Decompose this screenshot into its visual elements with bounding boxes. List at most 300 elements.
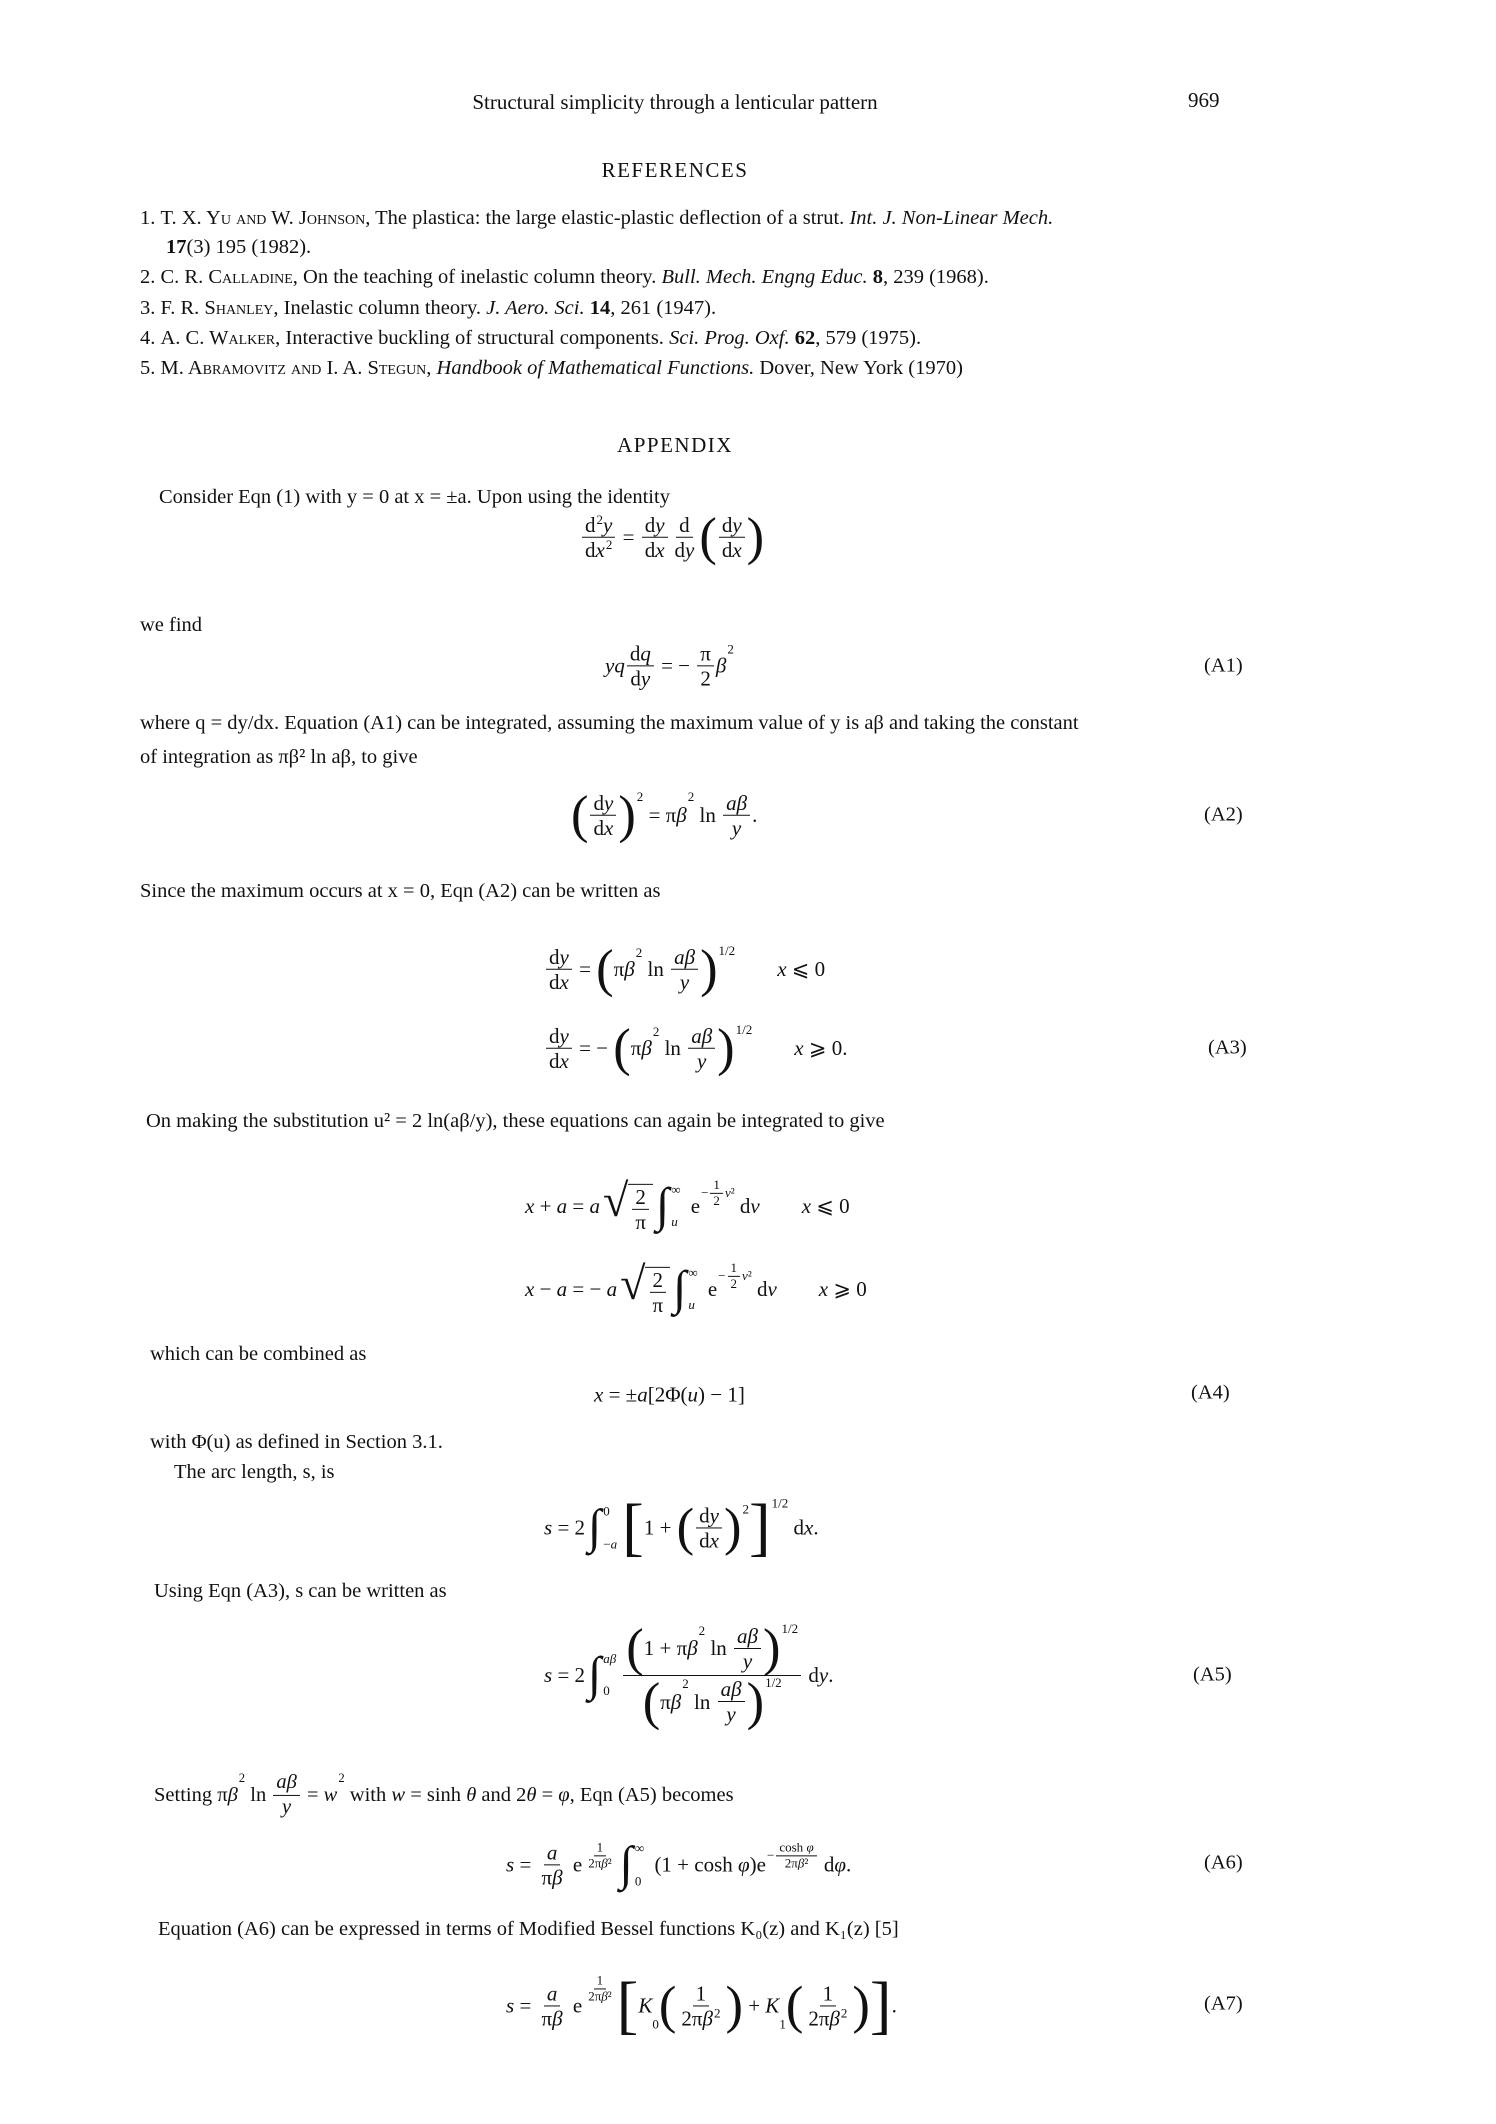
math-text: d <box>549 1023 560 1048</box>
paren-group <box>613 1018 753 1077</box>
math-text: 2 <box>338 1770 345 1785</box>
math-text: ln <box>245 1783 272 1806</box>
reference-authors: F. R. Shanley, <box>160 297 279 319</box>
math-variable: aβ <box>737 1623 758 1648</box>
left-delimiter: ( <box>658 1976 677 2035</box>
math-text: 1 <box>713 1176 720 1192</box>
math-variable: y <box>685 537 695 562</box>
math-text: = − <box>567 1276 607 1301</box>
lower-limit <box>603 1536 617 1552</box>
reference-item <box>140 266 989 289</box>
integral <box>673 1261 700 1315</box>
math-text: 1/2 <box>771 1495 789 1511</box>
math-text: = <box>573 956 597 981</box>
math-text: d <box>734 1193 751 1218</box>
math-text <box>777 1277 819 1302</box>
superscript <box>606 538 613 553</box>
math-variable: aβ <box>720 1677 742 1702</box>
math-text: − <box>766 1847 775 1863</box>
math-text: ² <box>804 1855 809 1871</box>
denominator <box>672 538 698 562</box>
math-text: = 2 <box>552 1515 586 1540</box>
math-variable: w <box>391 1783 406 1806</box>
math-text: ln <box>642 956 670 981</box>
fraction <box>632 1185 649 1234</box>
denominator <box>710 1194 723 1209</box>
equation-label-a2: (A2) <box>1204 803 1243 826</box>
math-variable: x <box>525 1193 535 1218</box>
math-variable: x <box>594 1382 604 1407</box>
group-content <box>614 944 700 993</box>
math-variable: a <box>637 1382 648 1407</box>
math-variable: β <box>552 1865 563 1890</box>
math-variable: x <box>595 537 605 562</box>
reference-details: (3) 195 (1982). <box>186 236 312 258</box>
math-text: . <box>828 1662 834 1687</box>
numerator <box>632 1185 649 1210</box>
denominator <box>696 1529 722 1553</box>
reference-title: Interactive buckling of structural components. <box>280 327 670 349</box>
group-content <box>643 1498 749 1557</box>
right-delimiter: ) <box>618 785 636 844</box>
numerator <box>734 1624 761 1649</box>
math-text: 2 <box>727 641 734 657</box>
math-variable: y <box>731 815 742 840</box>
numerator <box>594 1840 607 1856</box>
right-delimiter: ) <box>725 1976 743 2035</box>
equation-label-a7: (A7) <box>1204 1992 1243 2015</box>
group-content <box>803 1981 852 2030</box>
numerator <box>623 1619 801 1677</box>
equation-a4 <box>594 1383 745 1408</box>
math-variable: v <box>742 1268 748 1284</box>
math-text: ⩾ 0. <box>803 1035 848 1060</box>
paren-group <box>626 1619 799 1677</box>
group-content <box>660 1677 746 1726</box>
math-variable: u <box>687 1382 699 1407</box>
numerator <box>650 1268 667 1293</box>
math-text: 2 <box>652 1023 660 1039</box>
equation-label-a6: (A6) <box>1204 1851 1243 1874</box>
math-text: = <box>617 524 640 549</box>
superscript <box>841 2007 848 2022</box>
math-variable: β <box>641 1035 652 1060</box>
numerator <box>544 1981 561 2006</box>
denominator <box>539 1866 566 1890</box>
denominator <box>719 538 745 562</box>
denominator <box>546 970 572 994</box>
fraction <box>539 1840 566 1889</box>
left-delimiter: ( <box>642 1672 661 1731</box>
math-variable: β <box>227 1783 238 1806</box>
fraction <box>546 944 572 993</box>
math-text: 2π <box>588 1855 602 1871</box>
upper-limit <box>671 1182 680 1198</box>
math-text: ∞ <box>688 1264 698 1280</box>
reference-authors: C. R. Calladine, <box>160 266 298 288</box>
integral <box>619 1837 647 1891</box>
math-text: = <box>536 1783 559 1806</box>
math-text: d <box>629 641 641 666</box>
math-text: 2 <box>636 788 644 804</box>
left-delimiter: ( <box>596 939 614 998</box>
reference-volume: 8 <box>867 266 883 288</box>
group-content <box>694 1503 724 1552</box>
math-variable: aβ <box>726 790 748 815</box>
integral-limits <box>601 1504 619 1552</box>
math-text: Setting π <box>154 1783 228 1806</box>
math-text: [2Φ( <box>647 1382 688 1407</box>
math-text: + <box>742 1993 766 2018</box>
math-variable: K <box>638 1993 653 2018</box>
math-variable: a <box>546 1840 558 1865</box>
math-text: = <box>514 1993 537 2018</box>
reference-journal: Bull. Mech. Engng Educ. <box>661 266 868 288</box>
fraction <box>585 1840 614 1871</box>
math-text: = π <box>643 802 677 827</box>
denominator <box>697 667 714 691</box>
integral-limits <box>633 1841 646 1889</box>
math-variable: y <box>709 1503 719 1528</box>
math-variable: φ <box>558 1783 570 1806</box>
math-variable: a <box>556 1276 568 1301</box>
math-variable: s <box>506 1852 515 1877</box>
radicand <box>645 1267 670 1317</box>
paragraph: with Φ(u) as defined in Section 3.1. <box>150 1431 443 1453</box>
equation-a3-right <box>544 1018 848 1077</box>
math-text: . <box>891 1993 897 2018</box>
group-content <box>638 1976 870 2035</box>
math-variable: β <box>601 1988 608 2004</box>
paren-group <box>785 1976 870 2035</box>
paren-group <box>596 939 736 998</box>
math-variable: a <box>610 1536 618 1552</box>
math-variable: β <box>687 1636 698 1661</box>
paren-group <box>642 1672 782 1731</box>
math-text: ln <box>694 802 722 827</box>
math-variable: y <box>679 969 690 994</box>
math-text: ln <box>705 1636 733 1661</box>
reference-item <box>140 357 963 380</box>
superscript <box>767 1840 819 1871</box>
math-text: π <box>660 1689 671 1714</box>
reference-title: Inelastic column theory. <box>278 297 487 319</box>
math-text: and 2 <box>476 1783 527 1806</box>
math-text: 1 <box>596 1972 604 1988</box>
reference-title: On the teaching of inelastic column theory. <box>297 266 662 288</box>
paragraph: On making the substitution u² = 2 ln(aβ/y), these equations can again be integrated to give <box>146 1110 885 1132</box>
math-text: 0 <box>603 1683 610 1699</box>
math-variable: u <box>671 1214 678 1230</box>
math-text: d <box>585 512 596 537</box>
math-text: d <box>644 512 656 537</box>
math-variable: x <box>777 956 787 981</box>
superscript <box>719 943 736 959</box>
math-text: ⩾ 0 <box>828 1276 867 1301</box>
fraction <box>718 1677 745 1726</box>
math-variable: β <box>670 1689 682 1714</box>
paren-group <box>571 785 644 844</box>
math-text: . <box>846 1852 852 1877</box>
fraction <box>585 1973 614 2004</box>
math-variable: y <box>640 666 651 691</box>
math-text: 2π <box>784 1855 798 1871</box>
fraction <box>734 1624 761 1673</box>
numerator <box>546 1023 572 1048</box>
reference-number: 1. <box>140 207 161 229</box>
math-text: ln <box>688 1689 716 1714</box>
appendix-heading: APPENDIX <box>617 433 733 457</box>
fraction <box>546 1023 572 1072</box>
math-variable: a <box>606 1276 618 1301</box>
math-variable: β <box>797 1855 805 1871</box>
math-text: = − <box>573 1035 614 1060</box>
math-text: d <box>788 1515 805 1540</box>
right-delimiter: ] <box>748 1491 771 1564</box>
numerator <box>697 641 714 666</box>
math-variable: v <box>767 1276 777 1301</box>
fraction <box>776 1840 816 1871</box>
integral <box>588 1500 619 1554</box>
reference-volume: 62 <box>789 327 816 349</box>
fraction <box>590 790 616 839</box>
math-text: = <box>301 1783 324 1806</box>
math-variable: β <box>552 2006 563 2031</box>
math-text: d <box>585 537 596 562</box>
reference-item <box>140 327 921 350</box>
math-text: 2 <box>682 1676 689 1692</box>
math-text: 2π <box>588 1988 602 2004</box>
math-text: − <box>718 1268 726 1284</box>
math-variable: a <box>546 1981 558 2006</box>
math-text: 1/2 <box>765 1674 782 1690</box>
numerator <box>693 1981 710 2006</box>
math-text: d <box>593 815 604 840</box>
numerator <box>718 1677 745 1702</box>
math-variable: x <box>603 815 614 840</box>
math-text: d <box>674 537 686 562</box>
math-variable: aβ <box>276 1770 297 1793</box>
references-heading: REFERENCES <box>601 158 749 182</box>
lower-limit <box>688 1297 697 1313</box>
math-variable: θ <box>466 1783 477 1806</box>
left-delimiter: ( <box>676 1498 695 1557</box>
equation-a2 <box>571 785 758 844</box>
denominator <box>627 667 653 691</box>
math-text: 2 <box>713 2005 721 2021</box>
denominator <box>677 970 692 994</box>
math-variable: aβ <box>691 1023 713 1048</box>
math-text: − <box>534 1276 557 1301</box>
superscript <box>714 2007 721 2022</box>
group-content <box>588 790 618 839</box>
superscript <box>718 1261 752 1292</box>
math-variable: β <box>676 802 687 827</box>
radical-sign: √ <box>603 1174 629 1226</box>
math-text: 2 <box>596 511 604 527</box>
denominator <box>585 1856 614 1871</box>
math-text: 2 <box>238 1770 246 1785</box>
math-variable: y <box>697 1048 707 1073</box>
math-variable: aβ <box>674 944 696 969</box>
math-text: d <box>699 1503 710 1528</box>
numerator <box>594 1973 607 1989</box>
right-delimiter: ) <box>717 1018 735 1077</box>
math-variable: φ <box>806 1839 814 1855</box>
math-variable: θ <box>526 1783 537 1806</box>
math-text: π <box>700 641 711 666</box>
integral-sign: ∫ <box>588 1500 602 1554</box>
integral <box>588 1647 618 1701</box>
reference-volume: 14 <box>584 297 611 319</box>
square-root <box>620 1257 670 1317</box>
numerator <box>719 512 745 537</box>
reference-authors: M. Abramovitz and I. A. Stegun, <box>160 357 432 379</box>
numerator <box>688 1023 715 1048</box>
numerator <box>273 1771 299 1796</box>
numerator <box>723 790 750 815</box>
reference-journal: Handbook of Mathematical Functions. <box>436 357 755 379</box>
math-variable: y <box>655 512 665 537</box>
integral-limits <box>601 1651 618 1699</box>
math-text: 1 + <box>643 1515 677 1540</box>
math-text: = sinh <box>405 1783 467 1806</box>
reference-number: 5. <box>140 357 161 379</box>
denominator <box>649 1293 666 1317</box>
math-variable: x <box>655 537 665 562</box>
group-content <box>717 512 747 561</box>
math-text: ∞ <box>634 1840 645 1856</box>
reference-item-continued <box>166 236 311 259</box>
math-text: (1 + cosh <box>649 1852 739 1877</box>
numerator <box>582 512 615 537</box>
math-text: 1 <box>695 1981 707 2006</box>
math-text: ² <box>747 1268 752 1284</box>
math-text: 1 <box>596 1839 604 1855</box>
math-text: d <box>549 1048 560 1073</box>
reference-number: 3. <box>140 297 161 319</box>
math-text: ∞ <box>671 1181 681 1197</box>
fraction <box>719 512 745 561</box>
math-text: 1/2 <box>718 942 736 958</box>
superscript <box>727 641 734 657</box>
setting-sentence <box>154 1771 734 1819</box>
math-text: = <box>514 1852 537 1877</box>
math-text: ² <box>730 1185 735 1201</box>
denominator <box>582 538 615 562</box>
reference-volume: 17 <box>166 236 187 258</box>
numerator <box>696 1503 722 1528</box>
numerator <box>671 944 698 969</box>
fraction <box>642 512 668 561</box>
math-variable: φ <box>738 1852 750 1877</box>
numerator <box>627 641 654 666</box>
math-text: = 2 <box>552 1662 586 1687</box>
numerator <box>776 1840 816 1856</box>
math-text: π <box>652 1293 664 1317</box>
math-variable: u <box>688 1297 695 1313</box>
running-title: Structural simplicity through a lenticular pattern <box>472 90 878 114</box>
math-variable: a <box>556 1193 568 1218</box>
left-delimiter: ( <box>626 1619 644 1677</box>
equation-label-a3: (A3) <box>1208 1036 1247 1059</box>
math-text: ⩽ 0 <box>786 956 826 981</box>
paren-group <box>699 507 765 566</box>
math-text: 2 <box>713 1192 720 1208</box>
math-text: 0 <box>634 1873 642 1889</box>
math-variable: yq <box>605 653 625 678</box>
math-text: )e <box>749 1852 766 1877</box>
equation-label-a4: (A4) <box>1191 1381 1230 1404</box>
integral-sign: ∫ <box>619 1837 633 1891</box>
math-text <box>760 1194 802 1219</box>
math-text: e <box>702 1276 718 1301</box>
fraction <box>728 1261 741 1292</box>
math-variable: β <box>624 956 635 981</box>
numerator <box>710 1178 723 1194</box>
paragraph: Using Eqn (A3), s can be written as <box>154 1580 447 1602</box>
math-text: = − <box>655 653 696 678</box>
math-text: 1 <box>730 1259 738 1275</box>
math-text: d <box>644 537 656 562</box>
math-text: d <box>593 790 604 815</box>
math-text: d <box>679 512 690 537</box>
group-content <box>644 1624 763 1673</box>
math-text: 2 <box>687 788 695 804</box>
math-variable: x <box>559 969 569 994</box>
superscript <box>701 1178 735 1209</box>
math-variable: y <box>742 1648 753 1673</box>
equation-a5 <box>544 1619 834 1731</box>
radicand <box>628 1184 653 1234</box>
math-text: . <box>752 802 758 827</box>
math-text: e <box>567 1993 583 2018</box>
left-delimiter: ( <box>571 785 589 844</box>
math-text: 2π <box>681 2006 703 2031</box>
denominator <box>640 1672 785 1731</box>
math-variable: y <box>559 944 569 969</box>
superscript <box>736 1022 753 1038</box>
group-content <box>631 1023 717 1072</box>
math-variable: β <box>829 2006 840 2031</box>
denominator <box>632 1210 649 1234</box>
math-text: 2 <box>635 1184 646 1209</box>
denominator <box>539 2007 566 2031</box>
equation-a3-left <box>544 939 826 998</box>
denominator <box>585 1989 614 2004</box>
upper-limit <box>603 1504 617 1520</box>
math-text: 2 <box>840 2005 848 2021</box>
reference-details: , 239 (1968). <box>882 266 989 288</box>
math-variable: β <box>715 653 727 678</box>
denominator <box>590 816 616 840</box>
math-text: 1 + π <box>643 1636 688 1661</box>
math-text: π <box>613 956 625 981</box>
paragraph: of integration as πβ² ln aβ, to give <box>140 746 418 768</box>
paragraph: Consider Eqn (1) with y = 0 at x = ±a. Upon using the identity <box>159 486 670 508</box>
math-variable: s <box>544 1662 553 1687</box>
math-text: d <box>818 1852 835 1877</box>
math-variable: s <box>506 1993 515 2018</box>
upper-limit <box>688 1265 697 1281</box>
math-variable: x <box>559 1048 569 1073</box>
math-text: ² <box>607 1855 612 1871</box>
math-text: + <box>534 1193 557 1218</box>
reference-details: Dover, New York (1970) <box>754 357 963 379</box>
paren-group <box>658 1976 743 2035</box>
paragraph: we find <box>140 614 203 636</box>
math-text: 2 <box>730 1275 738 1291</box>
